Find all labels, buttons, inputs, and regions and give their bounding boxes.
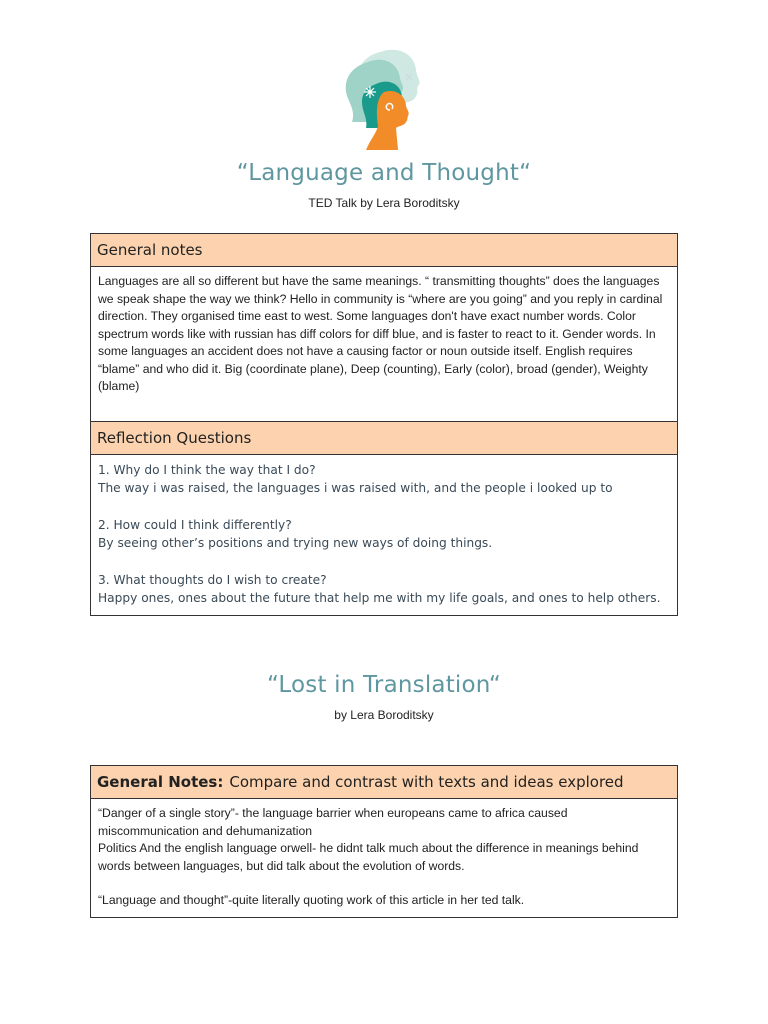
reflection-answer: Happy ones, ones about the future that help me with my life goals, and ones to help others. — [98, 591, 661, 605]
reflection-question: 2. How could I think differently? — [98, 518, 292, 532]
reflection-answer: The way i was raised, the languages i was raised with, and the people i looked up to — [98, 481, 613, 495]
general-notes-text: Languages are all so different but have the same meanings. “ transmitting thoughts” does the languages we speak shape the way we think? Hello in community is “where are you going” and you reply in cardinal direction. They organised time east to west. Some languages don't have exact number words. Color spectrum words like with russian has diff colors for diff blue, and is faster to react to it. Gender words. In some languages an accident does not have a causing factor or noun outside itself. English requires “blame” and who did it. Big (coordinate plane), Deep (counting), Early (color), broad (gender), Weighty (blame) — [98, 274, 663, 393]
page-subtitle: TED Talk by Lera Boroditsky — [308, 196, 460, 210]
reflection-item — [98, 516, 670, 552]
section-title: “Lost in Translation“ — [266, 672, 502, 698]
compare-notes-heading — [91, 766, 677, 799]
compare-notes-box — [90, 765, 678, 918]
reflection-answer: By seeing other’s positions and trying new ways of doing things. — [98, 536, 493, 550]
reflection-item — [98, 571, 670, 607]
reflection-question: 1. Why do I think the way that I do? — [98, 463, 316, 477]
general-notes-box — [90, 233, 678, 422]
reflection-questions-box — [90, 421, 678, 616]
reflection-questions-heading: Reflection Questions — [91, 422, 677, 455]
head-silhouettes-icon — [340, 44, 430, 154]
compare-notes-heading-text: Compare and contrast with texts and ideas explored — [229, 773, 624, 791]
reflection-question: 3. What thoughts do I wish to create? — [98, 573, 327, 587]
compare-notes-paragraph: “Language and thought”-quite literally quoting work of this article in her ted talk. — [98, 893, 525, 907]
compare-notes-paragraph: “Danger of a single story”- the language barrier when europeans came to africa caused miscommunication and dehumanization Politics And the english language orwell- he didnt talk much about the difference in meanings behind words between languages, but did talk about the evolution of words. — [98, 806, 639, 873]
general-notes-heading: General notes — [91, 234, 677, 267]
compare-notes-heading-label: General Notes: — [97, 773, 224, 791]
reflection-item — [98, 461, 670, 497]
page-title: “Language and Thought“ — [236, 160, 532, 186]
section-subtitle: by Lera Boroditsky — [334, 708, 434, 722]
